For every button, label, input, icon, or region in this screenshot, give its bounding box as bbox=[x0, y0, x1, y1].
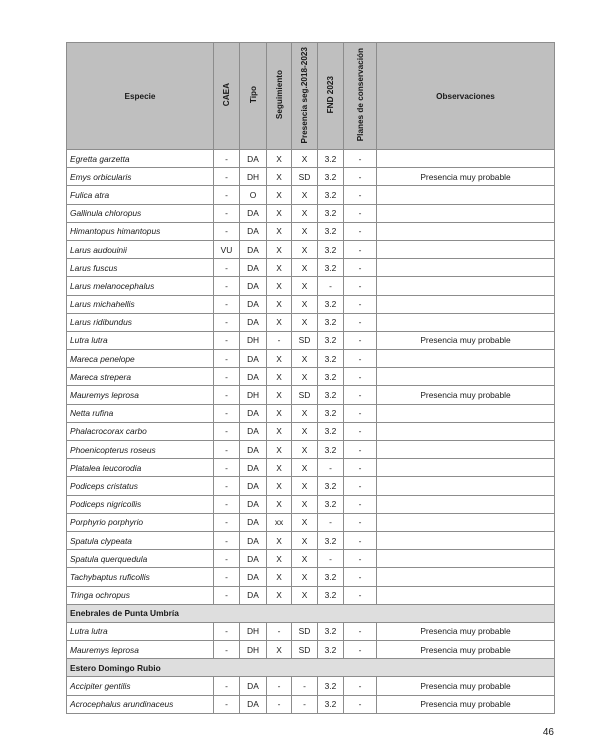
caea-cell: - bbox=[214, 404, 240, 422]
table-row bbox=[67, 568, 555, 586]
presencia-cell: SD bbox=[292, 386, 318, 404]
observaciones-cell bbox=[377, 240, 555, 258]
tipo-cell: DA bbox=[240, 477, 267, 495]
seguimiento-cell: X bbox=[267, 404, 292, 422]
caea-cell: VU bbox=[214, 240, 240, 258]
observaciones-cell bbox=[377, 513, 555, 531]
seguimiento-cell: X bbox=[267, 240, 292, 258]
fnd-cell: 3.2 bbox=[318, 695, 344, 713]
observaciones-cell bbox=[377, 277, 555, 295]
table-body bbox=[67, 150, 555, 714]
species-cell: Mareca penelope bbox=[67, 350, 214, 368]
planes-cell: - bbox=[344, 350, 377, 368]
fnd-cell: 3.2 bbox=[318, 350, 344, 368]
caea-cell: - bbox=[214, 331, 240, 349]
header-presencia bbox=[292, 43, 318, 150]
tipo-cell: DA bbox=[240, 150, 267, 168]
observaciones-cell bbox=[377, 422, 555, 440]
fnd-cell: 3.2 bbox=[318, 331, 344, 349]
seguimiento-cell: X bbox=[267, 168, 292, 186]
table-row bbox=[67, 550, 555, 568]
planes-cell: - bbox=[344, 186, 377, 204]
planes-cell: - bbox=[344, 422, 377, 440]
presencia-cell: SD bbox=[292, 641, 318, 659]
table-row bbox=[67, 259, 555, 277]
table-row bbox=[67, 477, 555, 495]
planes-cell: - bbox=[344, 641, 377, 659]
tipo-cell: DA bbox=[240, 222, 267, 240]
seguimiento-cell: - bbox=[267, 622, 292, 640]
caea-cell: - bbox=[214, 695, 240, 713]
table-row bbox=[67, 695, 555, 713]
tipo-cell: DA bbox=[240, 513, 267, 531]
fnd-cell: 3.2 bbox=[318, 168, 344, 186]
species-cell: Podiceps nigricollis bbox=[67, 495, 214, 513]
caea-cell: - bbox=[214, 513, 240, 531]
tipo-cell: DA bbox=[240, 568, 267, 586]
observaciones-cell: Presencia muy probable bbox=[377, 677, 555, 695]
tipo-cell: DA bbox=[240, 350, 267, 368]
species-table bbox=[66, 42, 555, 714]
seguimiento-cell: X bbox=[267, 568, 292, 586]
table-row bbox=[67, 622, 555, 640]
fnd-cell: 3.2 bbox=[318, 495, 344, 513]
seguimiento-cell: - bbox=[267, 331, 292, 349]
species-cell: Porphyrio porphyrio bbox=[67, 513, 214, 531]
presencia-cell: X bbox=[292, 204, 318, 222]
caea-cell: - bbox=[214, 531, 240, 549]
header-caea bbox=[214, 43, 240, 150]
species-cell: Phalacrocorax carbo bbox=[67, 422, 214, 440]
species-cell: Netta rufina bbox=[67, 404, 214, 422]
tipo-cell: DA bbox=[240, 550, 267, 568]
species-cell: Larus fuscus bbox=[67, 259, 214, 277]
planes-cell: - bbox=[344, 441, 377, 459]
tipo-cell: O bbox=[240, 186, 267, 204]
seguimiento-cell: X bbox=[267, 441, 292, 459]
planes-cell: - bbox=[344, 459, 377, 477]
planes-cell: - bbox=[344, 586, 377, 604]
species-cell: Acrocephalus arundinaceus bbox=[67, 695, 214, 713]
caea-cell: - bbox=[214, 386, 240, 404]
table-row bbox=[67, 441, 555, 459]
observaciones-cell bbox=[377, 404, 555, 422]
planes-cell: - bbox=[344, 386, 377, 404]
tipo-cell: DA bbox=[240, 240, 267, 258]
fnd-cell: 3.2 bbox=[318, 313, 344, 331]
species-cell: Spatula clypeata bbox=[67, 531, 214, 549]
table-row bbox=[67, 277, 555, 295]
seguimiento-cell: X bbox=[267, 422, 292, 440]
caea-cell: - bbox=[214, 677, 240, 695]
table-row bbox=[67, 222, 555, 240]
planes-cell: - bbox=[344, 677, 377, 695]
presencia-cell: X bbox=[292, 550, 318, 568]
presencia-cell: SD bbox=[292, 622, 318, 640]
species-cell: Lutra lutra bbox=[67, 622, 214, 640]
seguimiento-cell: X bbox=[267, 150, 292, 168]
observaciones-cell bbox=[377, 441, 555, 459]
presencia-cell: X bbox=[292, 513, 318, 531]
header-caea-label: CAEA bbox=[222, 83, 231, 107]
caea-cell: - bbox=[214, 550, 240, 568]
presencia-cell: X bbox=[292, 350, 318, 368]
fnd-cell: 3.2 bbox=[318, 531, 344, 549]
species-cell: Tringa ochropus bbox=[67, 586, 214, 604]
species-cell: Larus melanocephalus bbox=[67, 277, 214, 295]
tipo-cell: DH bbox=[240, 168, 267, 186]
planes-cell: - bbox=[344, 313, 377, 331]
fnd-cell: 3.2 bbox=[318, 204, 344, 222]
caea-cell: - bbox=[214, 222, 240, 240]
table-row bbox=[67, 168, 555, 186]
species-cell: Mauremys leprosa bbox=[67, 641, 214, 659]
header-tipo-label: Tipo bbox=[248, 86, 258, 104]
caea-cell: - bbox=[214, 295, 240, 313]
section-title: Estero Domingo Rubio bbox=[67, 659, 555, 677]
seguimiento-cell: X bbox=[267, 259, 292, 277]
header-especie-label: Especie bbox=[124, 91, 156, 101]
planes-cell: - bbox=[344, 168, 377, 186]
section-title: Enebrales de Punta Umbría bbox=[67, 604, 555, 622]
planes-cell: - bbox=[344, 295, 377, 313]
presencia-cell: X bbox=[292, 259, 318, 277]
tipo-cell: DA bbox=[240, 259, 267, 277]
observaciones-cell bbox=[377, 550, 555, 568]
table-row bbox=[67, 422, 555, 440]
fnd-cell: 3.2 bbox=[318, 150, 344, 168]
caea-cell: - bbox=[214, 350, 240, 368]
seguimiento-cell: X bbox=[267, 459, 292, 477]
caea-cell: - bbox=[214, 641, 240, 659]
tipo-cell: DA bbox=[240, 586, 267, 604]
fnd-cell: 3.2 bbox=[318, 368, 344, 386]
observaciones-cell: Presencia muy probable bbox=[377, 386, 555, 404]
presencia-cell: X bbox=[292, 186, 318, 204]
tipo-cell: DH bbox=[240, 641, 267, 659]
header-fnd bbox=[318, 43, 344, 150]
tipo-cell: DA bbox=[240, 695, 267, 713]
table-row bbox=[67, 386, 555, 404]
seguimiento-cell: X bbox=[267, 277, 292, 295]
seguimiento-cell: X bbox=[267, 641, 292, 659]
table-row bbox=[67, 531, 555, 549]
table-row bbox=[67, 313, 555, 331]
observaciones-cell: Presencia muy probable bbox=[377, 331, 555, 349]
caea-cell: - bbox=[214, 277, 240, 295]
fnd-cell: - bbox=[318, 459, 344, 477]
fnd-cell: 3.2 bbox=[318, 641, 344, 659]
tipo-cell: DA bbox=[240, 459, 267, 477]
table-row bbox=[67, 150, 555, 168]
planes-cell: - bbox=[344, 550, 377, 568]
presencia-cell: X bbox=[292, 531, 318, 549]
presencia-cell: X bbox=[292, 495, 318, 513]
species-cell: Larus audouinii bbox=[67, 240, 214, 258]
planes-cell: - bbox=[344, 150, 377, 168]
seguimiento-cell: X bbox=[267, 204, 292, 222]
species-cell: Gallinula chloropus bbox=[67, 204, 214, 222]
seguimiento-cell: X bbox=[267, 295, 292, 313]
presencia-cell: X bbox=[292, 222, 318, 240]
planes-cell: - bbox=[344, 404, 377, 422]
table-row bbox=[67, 641, 555, 659]
table-row bbox=[67, 204, 555, 222]
species-cell: Egretta garzetta bbox=[67, 150, 214, 168]
tipo-cell: DA bbox=[240, 204, 267, 222]
presencia-cell: X bbox=[292, 404, 318, 422]
presencia-cell: X bbox=[292, 277, 318, 295]
page-number: 46 bbox=[542, 727, 554, 738]
presencia-cell: X bbox=[292, 459, 318, 477]
tipo-cell: DA bbox=[240, 277, 267, 295]
fnd-cell: 3.2 bbox=[318, 568, 344, 586]
caea-cell: - bbox=[214, 422, 240, 440]
species-cell: Tachybaptus ruficollis bbox=[67, 568, 214, 586]
planes-cell: - bbox=[344, 240, 377, 258]
observaciones-cell bbox=[377, 350, 555, 368]
seguimiento-cell: X bbox=[267, 368, 292, 386]
fnd-cell: 3.2 bbox=[318, 422, 344, 440]
caea-cell: - bbox=[214, 186, 240, 204]
species-cell: Accipiter gentilis bbox=[67, 677, 214, 695]
planes-cell: - bbox=[344, 495, 377, 513]
header-tipo bbox=[240, 43, 267, 150]
planes-cell: - bbox=[344, 695, 377, 713]
fnd-cell: - bbox=[318, 550, 344, 568]
presencia-cell: - bbox=[292, 695, 318, 713]
observaciones-cell bbox=[377, 368, 555, 386]
table-row bbox=[67, 350, 555, 368]
seguimiento-cell: X bbox=[267, 222, 292, 240]
tipo-cell: DH bbox=[240, 331, 267, 349]
observaciones-cell bbox=[377, 222, 555, 240]
species-cell: Himantopus himantopus bbox=[67, 222, 214, 240]
planes-cell: - bbox=[344, 531, 377, 549]
seguimiento-cell: - bbox=[267, 695, 292, 713]
caea-cell: - bbox=[214, 568, 240, 586]
table-row bbox=[67, 186, 555, 204]
observaciones-cell bbox=[377, 477, 555, 495]
fnd-cell: 3.2 bbox=[318, 240, 344, 258]
species-cell: Mareca strepera bbox=[67, 368, 214, 386]
presencia-cell: X bbox=[292, 295, 318, 313]
seguimiento-cell: X bbox=[267, 477, 292, 495]
planes-cell: - bbox=[344, 259, 377, 277]
observaciones-cell bbox=[377, 313, 555, 331]
planes-cell: - bbox=[344, 622, 377, 640]
tipo-cell: DA bbox=[240, 295, 267, 313]
fnd-cell: - bbox=[318, 513, 344, 531]
species-cell: Fulica atra bbox=[67, 186, 214, 204]
caea-cell: - bbox=[214, 204, 240, 222]
presencia-cell: X bbox=[292, 441, 318, 459]
seguimiento-cell: X bbox=[267, 550, 292, 568]
planes-cell: - bbox=[344, 477, 377, 495]
tipo-cell: DH bbox=[240, 386, 267, 404]
table-row bbox=[67, 240, 555, 258]
caea-cell: - bbox=[214, 368, 240, 386]
planes-cell: - bbox=[344, 513, 377, 531]
species-cell: Larus michahellis bbox=[67, 295, 214, 313]
caea-cell: - bbox=[214, 441, 240, 459]
seguimiento-cell: X bbox=[267, 313, 292, 331]
species-cell: Podiceps cristatus bbox=[67, 477, 214, 495]
seguimiento-cell: - bbox=[267, 677, 292, 695]
header-observaciones bbox=[377, 43, 555, 150]
observaciones-cell bbox=[377, 495, 555, 513]
tipo-cell: DA bbox=[240, 368, 267, 386]
tipo-cell: DA bbox=[240, 495, 267, 513]
planes-cell: - bbox=[344, 568, 377, 586]
table-row bbox=[67, 404, 555, 422]
species-cell: Spatula querquedula bbox=[67, 550, 214, 568]
fnd-cell: 3.2 bbox=[318, 222, 344, 240]
observaciones-cell bbox=[377, 586, 555, 604]
header-row bbox=[67, 43, 555, 150]
table-header bbox=[67, 43, 555, 150]
species-cell: Phoenicopterus roseus bbox=[67, 441, 214, 459]
seguimiento-cell: X bbox=[267, 186, 292, 204]
fnd-cell: 3.2 bbox=[318, 477, 344, 495]
presencia-cell: SD bbox=[292, 331, 318, 349]
presencia-cell: X bbox=[292, 568, 318, 586]
fnd-cell: - bbox=[318, 277, 344, 295]
caea-cell: - bbox=[214, 150, 240, 168]
section-row bbox=[67, 659, 555, 677]
observaciones-cell bbox=[377, 531, 555, 549]
header-fnd-label: FND 2023 bbox=[326, 76, 335, 114]
observaciones-cell: Presencia muy probable bbox=[377, 641, 555, 659]
presencia-cell: X bbox=[292, 313, 318, 331]
table-row bbox=[67, 295, 555, 313]
seguimiento-cell: X bbox=[267, 386, 292, 404]
presencia-cell: X bbox=[292, 586, 318, 604]
fnd-cell: 3.2 bbox=[318, 622, 344, 640]
observaciones-cell bbox=[377, 204, 555, 222]
observaciones-cell bbox=[377, 259, 555, 277]
seguimiento-cell: X bbox=[267, 495, 292, 513]
header-planes bbox=[344, 43, 377, 150]
section-row bbox=[67, 604, 555, 622]
caea-cell: - bbox=[214, 168, 240, 186]
species-cell: Platalea leucorodia bbox=[67, 459, 214, 477]
table-row bbox=[67, 368, 555, 386]
planes-cell: - bbox=[344, 277, 377, 295]
species-cell: Lutra lutra bbox=[67, 331, 214, 349]
seguimiento-cell: X bbox=[267, 531, 292, 549]
caea-cell: - bbox=[214, 586, 240, 604]
observaciones-cell bbox=[377, 150, 555, 168]
table-row bbox=[67, 495, 555, 513]
species-cell: Mauremys leprosa bbox=[67, 386, 214, 404]
fnd-cell: 3.2 bbox=[318, 186, 344, 204]
presencia-cell: - bbox=[292, 677, 318, 695]
presencia-cell: X bbox=[292, 150, 318, 168]
header-planes-label: Planes de conservación bbox=[355, 48, 365, 142]
seguimiento-cell: X bbox=[267, 586, 292, 604]
planes-cell: - bbox=[344, 368, 377, 386]
tipo-cell: DA bbox=[240, 404, 267, 422]
table-row bbox=[67, 586, 555, 604]
table-row bbox=[67, 513, 555, 531]
header-especie bbox=[67, 43, 214, 150]
planes-cell: - bbox=[344, 331, 377, 349]
observaciones-cell bbox=[377, 568, 555, 586]
header-observaciones-label: Observaciones bbox=[436, 91, 495, 101]
presencia-cell: X bbox=[292, 368, 318, 386]
fnd-cell: 3.2 bbox=[318, 677, 344, 695]
table-row bbox=[67, 331, 555, 349]
header-seguimiento-label: Seguimiento bbox=[274, 70, 284, 120]
header-presencia-label: Presencia seg.2018-2023 bbox=[300, 46, 309, 144]
species-cell: Larus ridibundus bbox=[67, 313, 214, 331]
header-seguimiento bbox=[267, 43, 292, 150]
species-cell: Emys orbicularis bbox=[67, 168, 214, 186]
presencia-cell: SD bbox=[292, 168, 318, 186]
caea-cell: - bbox=[214, 313, 240, 331]
presencia-cell: X bbox=[292, 422, 318, 440]
table-row bbox=[67, 459, 555, 477]
fnd-cell: 3.2 bbox=[318, 586, 344, 604]
observaciones-cell bbox=[377, 459, 555, 477]
presencia-cell: X bbox=[292, 477, 318, 495]
caea-cell: - bbox=[214, 622, 240, 640]
planes-cell: - bbox=[344, 222, 377, 240]
tipo-cell: DA bbox=[240, 531, 267, 549]
observaciones-cell bbox=[377, 295, 555, 313]
tipo-cell: DA bbox=[240, 441, 267, 459]
seguimiento-cell: X bbox=[267, 350, 292, 368]
caea-cell: - bbox=[214, 259, 240, 277]
observaciones-cell: Presencia muy probable bbox=[377, 168, 555, 186]
observaciones-cell: Presencia muy probable bbox=[377, 695, 555, 713]
fnd-cell: 3.2 bbox=[318, 404, 344, 422]
fnd-cell: 3.2 bbox=[318, 259, 344, 277]
seguimiento-cell: xx bbox=[267, 513, 292, 531]
caea-cell: - bbox=[214, 495, 240, 513]
tipo-cell: DA bbox=[240, 313, 267, 331]
fnd-cell: 3.2 bbox=[318, 386, 344, 404]
caea-cell: - bbox=[214, 477, 240, 495]
observaciones-cell bbox=[377, 186, 555, 204]
table-row bbox=[67, 677, 555, 695]
tipo-cell: DA bbox=[240, 677, 267, 695]
tipo-cell: DA bbox=[240, 422, 267, 440]
observaciones-cell: Presencia muy probable bbox=[377, 622, 555, 640]
fnd-cell: 3.2 bbox=[318, 441, 344, 459]
planes-cell: - bbox=[344, 204, 377, 222]
presencia-cell: X bbox=[292, 240, 318, 258]
caea-cell: - bbox=[214, 459, 240, 477]
fnd-cell: 3.2 bbox=[318, 295, 344, 313]
tipo-cell: DH bbox=[240, 622, 267, 640]
